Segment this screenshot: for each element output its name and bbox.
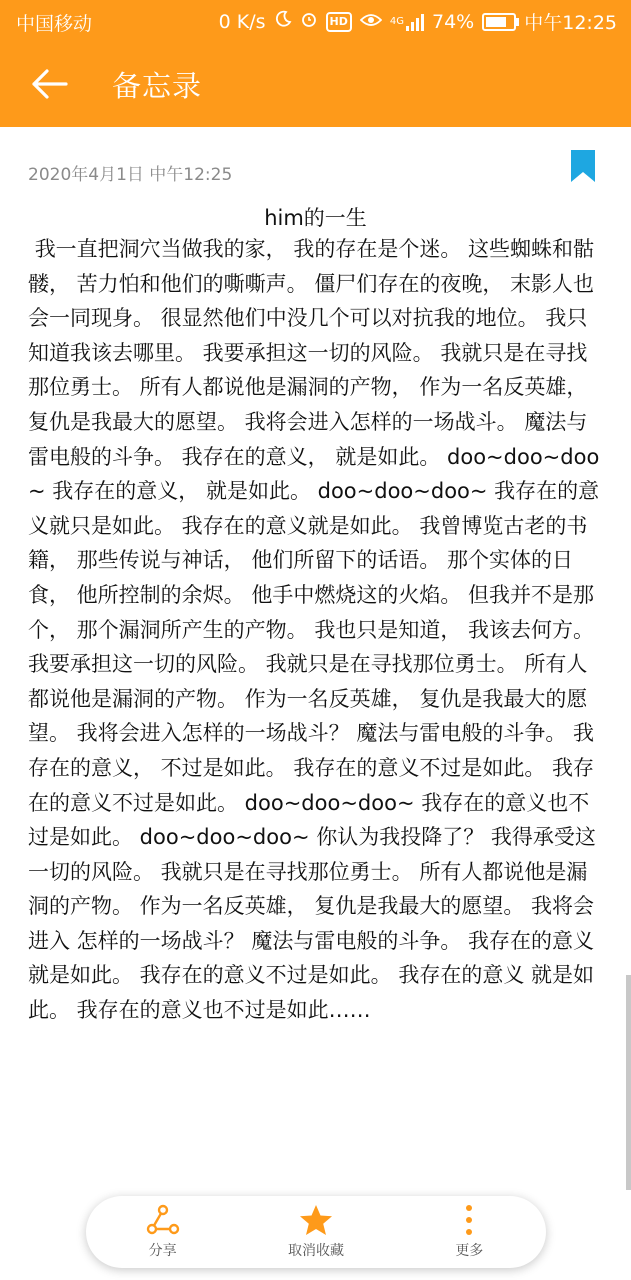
network-type: 4G (389, 15, 404, 27)
battery-percent: 74% (432, 10, 475, 33)
more-vertical-icon (452, 1204, 486, 1236)
alarm-icon (300, 10, 318, 33)
eye-icon (360, 11, 382, 33)
hd-badge: HD (326, 12, 352, 32)
status-bar (0, 0, 631, 40)
back-button[interactable] (28, 62, 72, 106)
status-icons (219, 8, 617, 35)
unfavorite-button[interactable] (256, 1204, 376, 1260)
star-icon (299, 1204, 333, 1236)
signal-icon (406, 13, 424, 31)
bookmark-button[interactable] (570, 150, 596, 182)
arrow-left-icon (28, 62, 72, 106)
app-header (0, 0, 631, 127)
page-title: 备忘录 (112, 69, 203, 103)
note-title: him的一生 (264, 206, 367, 230)
scrollbar[interactable] (626, 975, 631, 1190)
share-label: 分享 (148, 1243, 177, 1259)
share-icon (146, 1204, 180, 1236)
network-speed: 0 K/s (218, 10, 266, 33)
note-body: 我一直把洞穴当做我的家， 我的存在是个迷。 这些蜘蛛和骷髅， 苦力怕和他们的嘶嘶声。 僵尸们存在的夜晚， 末影人也会一同现身。 很显然他们中没几个可以对抗我的地位。 我只知道我该去哪里。 我要承担这一切的风险。 我就只是在寻找那位勇士。 所有人都说他是漏洞的产物， 作为一名反英雄， 复仇是我最大的愿望。 我将会进入怎样的一场战斗。 魔法与雷电般的斗争。 我存在的意义， 就是如此。 doo~doo~doo~ 我存在的意义， 就是如此。 doo~doo~doo~ 我存在的意义就只是如此。 我存在的意义就是如此。 我曾博览古老的书籍， 那些传说与神话， 他们所留下的话语。 那个实体的日食， 他所控制的余烬。 他手中燃烧这的火焰。 但我并不是那个， 那个漏洞所产生的产物。 我也只是知道， 我该去何方。 我要承担这一切的风险。 我就只是在寻找那位勇士。 所有人都说他是漏洞的产物。 作为一名反英雄， 复仇是我最大的愿望。 我将会进入怎样的一场战斗？ 魔法与雷电般的斗争。 我存在的意义， 不过是如此。 我存在的意义不过是如此。 我存在的意义不过是如此。 doo~doo~doo~ 我存在的意义也不过是如此。 doo~doo~doo~ 你认为我投降了？ 我得承受这一切的风险。 我就只是在寻找那位勇士。 所有人都说他是漏洞的产物。 作为一名反英雄， 复仇是我最大的愿望。 我将会进入 怎样的一场战斗？ 魔法与雷电般的斗争。 我存在的意义 就是如此。 我存在的意义不过是如此。 我存在的意义 就是如此。 我存在的意义也不过是如此…… (28, 237, 601, 1023)
status-time: 中午12:25 (524, 12, 617, 34)
note-timestamp: 2020年4月1日 中午12:25 (28, 165, 233, 185)
bottom-action-bar (86, 1196, 546, 1268)
bookmark-icon (570, 150, 596, 182)
more-button[interactable] (409, 1204, 529, 1260)
moon-icon (274, 10, 292, 33)
share-button[interactable] (103, 1204, 223, 1260)
carrier-name: 中国移动 (16, 13, 93, 35)
battery-icon (482, 13, 516, 31)
unfavorite-label: 取消收藏 (287, 1243, 344, 1259)
more-label: 更多 (455, 1243, 484, 1259)
